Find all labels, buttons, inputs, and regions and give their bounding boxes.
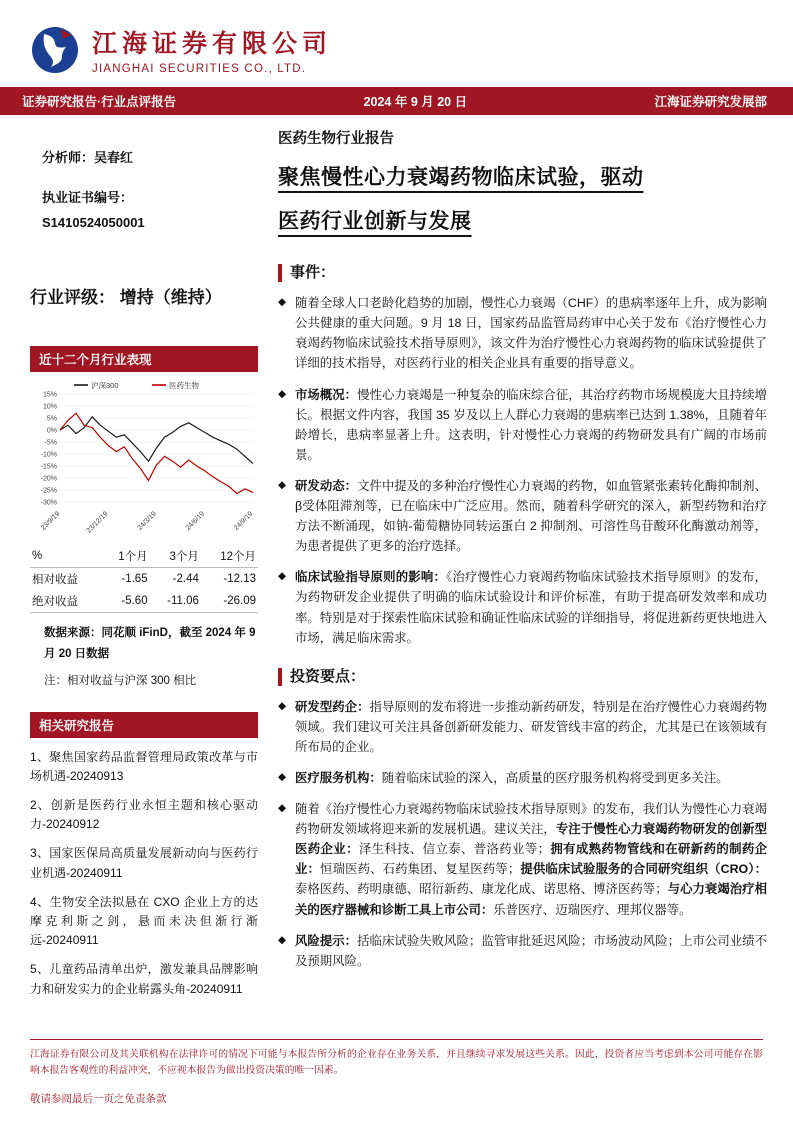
- chart-section-header: 近十二个月行业表现: [30, 346, 258, 372]
- bullet-text: 临床试验指导原则的影响：《治疗慢性心力衰竭药物临床试验技术指导原则》的发布，为药物研发企业提供了明确的临床试验设计和评价标准，有助于提高研发效率和成功率。特别是对于探索性临床试验和确证性临床试验的详细指导，将促进新药更快地进入市场，满足临床需求。: [295, 570, 767, 645]
- cert-number: S1410524050001: [42, 214, 145, 230]
- svg-text:医药生物: 医药生物: [169, 381, 199, 391]
- band-department: 江海证券研究发展部: [654, 95, 767, 109]
- svg-text:23/12/19: 23/12/19: [85, 510, 110, 536]
- investment-bullet: [278, 799, 767, 920]
- absolute-3m: -11.06: [150, 590, 201, 613]
- diamond-bullet-icon: ◆: [278, 770, 287, 783]
- relative-3m: -2.44: [172, 573, 199, 586]
- diamond-bullet-icon: ◆: [278, 699, 287, 712]
- report-kicker: 医药生物行业报告: [278, 131, 394, 147]
- table-row-relative: [30, 568, 258, 591]
- relative-12m: -12.13: [223, 573, 256, 586]
- svg-text:-10%: -10%: [40, 451, 57, 459]
- sidebar: [30, 119, 258, 999]
- performance-chart-svg: [30, 376, 258, 538]
- absolute-1m: -5.60: [102, 590, 150, 613]
- related-report-item[interactable]: 4、生物安全法拟悬在 CXO 企业上方的达摩克利斯之剑，悬而未决但渐行渐远-20240911: [30, 894, 258, 948]
- event-bullet: [278, 293, 767, 373]
- content-area: [0, 115, 793, 1095]
- footer-disclaimer: 江海证券有限公司及其关联机构在法律许可的情况下可能与本报告所分析的企业存在业务关系，并且继续寻求发展这些关系。因此，投资者应当考虑到本公司可能存在影响本报告客观性的利益冲突，不应视本报告为做出投资决策的唯一因素。: [30, 1048, 763, 1076]
- row-label: 相对收益: [32, 574, 78, 587]
- diamond-bullet-icon: ◆: [278, 387, 287, 400]
- report-header: [0, 0, 793, 87]
- company-name-cn: 江海证券有限公司: [92, 31, 333, 58]
- band-report-type: 证券研究报告·行业点评报告: [22, 95, 177, 109]
- footer-note: 敬请参阅最后一页之免责条款: [30, 1093, 167, 1105]
- performance-table: [30, 545, 258, 613]
- event-section-heading: 事件：: [278, 264, 767, 282]
- diamond-bullet-icon: ◆: [278, 802, 287, 815]
- report-type-band: [0, 87, 793, 115]
- bullet-text: 研发型药企：指导原则的发布将进一步推动新药研发，特别是在治疗慢性心力衰竭药物领域。我们建议可关注具备创新研发能力、研发管线丰富的药企，尤其是已在该领域有所布局的企业。: [295, 699, 767, 754]
- event-bullet: [278, 385, 767, 465]
- svg-text:-15%: -15%: [40, 463, 57, 471]
- absolute-12m: -26.09: [201, 590, 258, 613]
- svg-text:-5%: -5%: [44, 439, 57, 447]
- event-bullets: [278, 293, 767, 648]
- footer-divider: [30, 1039, 763, 1040]
- table-header-3m: 3个月: [150, 545, 201, 568]
- related-report-item[interactable]: 3、国家医保局高质量发展新动向与医药行业机遇-20240911: [30, 846, 258, 880]
- investment-section-heading: 投资要点：: [278, 668, 767, 686]
- svg-text:24/3/19: 24/3/19: [136, 510, 158, 533]
- related-report-item[interactable]: 1、聚焦国家药品监督管理局政策改革与市场机遇-20240913: [30, 749, 258, 783]
- table-row-absolute: [30, 590, 258, 613]
- event-bullet: [278, 476, 767, 556]
- table-header-row: [30, 545, 258, 568]
- table-header-12m: 12个月: [201, 545, 258, 568]
- page-footer: [0, 1031, 793, 1122]
- industry-rating: 行业评级： 增持（维持）: [30, 288, 222, 308]
- svg-text:24/9/19: 24/9/19: [232, 510, 255, 533]
- svg-text:5%: 5%: [46, 415, 57, 423]
- relative-return-note: 注：相对收益与沪深 300 相比: [44, 674, 197, 687]
- bullet-text: 风险提示：括临床试验失败风险；监管审批延迟风险；市场波动风险；上市公司业绩不及预期风险。: [295, 933, 767, 968]
- relative-1m: -1.65: [121, 573, 148, 586]
- bullet-text: 医疗服务机构：随着临床试验的深入，高质量的医疗服务机构将受到更多关注。: [295, 770, 729, 785]
- diamond-bullet-icon: ◆: [278, 570, 287, 583]
- table-header-1m: 1个月: [102, 545, 150, 568]
- main-column: [278, 119, 767, 999]
- investment-bullet: [278, 768, 767, 788]
- bullet-text: 市场概况：慢性心力衰竭是一种复杂的临床综合征，其治疗药物市场规模庞大且持续增长。根据文件内容，我国 35 岁及以上人群心力衰竭的患病率已达到 1.38%，且随着年龄增长，患病率显著上升。这表明，针对慢性心力衰竭的药物研发具有广阔的市场前景。: [295, 387, 767, 462]
- report-title: [278, 156, 767, 244]
- company-name-en: JIANGHAI SECURITIES CO., LTD.: [92, 63, 307, 75]
- company-logo-icon: [30, 25, 80, 75]
- investment-bullet: [278, 931, 767, 971]
- related-reports-list: [30, 748, 258, 999]
- svg-text:24/6/19: 24/6/19: [184, 510, 207, 533]
- event-bullet: [278, 567, 767, 647]
- svg-text:10%: 10%: [42, 403, 57, 411]
- svg-text:-30%: -30%: [40, 499, 57, 507]
- cert-label: 执业证书编号：: [42, 190, 134, 205]
- related-reports-header: 相关研究报告: [30, 712, 258, 738]
- diamond-bullet-icon: ◆: [278, 478, 287, 491]
- data-source-note: 数据来源：同花顺 iFinD，截至 2024 年 9 月 20 日数据: [44, 627, 256, 660]
- svg-text:0%: 0%: [46, 427, 57, 435]
- analyst-name: 分析师：吴春红: [42, 150, 134, 165]
- diamond-bullet-icon: ◆: [278, 933, 287, 946]
- industry-performance-chart: [30, 376, 258, 543]
- bullet-text: 随着《治疗慢性心力衰竭药物临床试验技术指导原则》的发布，我们认为慢性心力衰竭药物研发领域将迎来新的发展机遇。建议关注，专注于慢性心力衰竭药物研发的创新型医药企业：泽生科技、信立泰、普洛药业等；拥有成熟药物管线和在研新药的制药企业：恒瑞医药、石药集团、复星医药等；提供临床试验服务的合同研究组织（CRO）：泰格医药、药明康德、昭衍新药、康龙化成、诺思格、博济医药等；与心力衰竭治疗相关的医疗器械和诊断工具上市公司：乐普医疗、迈瑞医疗、理邦仪器等。: [295, 802, 768, 917]
- analyst-cert: [30, 186, 258, 235]
- svg-text:-25%: -25%: [40, 487, 57, 495]
- company-names: [92, 24, 332, 75]
- related-report-item[interactable]: 2、创新是医药行业永恒主题和核心驱动力-20240912: [30, 798, 258, 832]
- band-date: 2024 年 9 月 20 日: [363, 95, 468, 109]
- svg-text:-20%: -20%: [40, 475, 57, 483]
- row-label: 绝对收益: [30, 590, 102, 613]
- svg-text:沪深300: 沪深300: [91, 381, 119, 391]
- svg-text:15%: 15%: [42, 391, 57, 399]
- svg-text:23/9/19: 23/9/19: [39, 510, 62, 533]
- title-line-1: 聚焦慢性心力衰竭药物临床试验，驱动: [278, 166, 644, 189]
- investment-bullet: [278, 697, 767, 757]
- bullet-text: 研发动态：文件中提及的多种治疗慢性心力衰竭的药物，如血管紧张素转化酶抑制剂、β受体阻滞剂等，已在临床中广泛应用。然而，随着科学研究的深入，新型药物和治疗方法不断涌现，如钠-葡萄糖协同转运蛋白 2 抑制剂、可溶性鸟苷酸环化酶激动剂等，为患者提供了更多的治疗选择。: [295, 478, 767, 554]
- table-header-unit: %: [30, 545, 102, 568]
- investment-bullets: [278, 697, 767, 971]
- related-report-item[interactable]: 5、儿童药品清单出炉，激发兼具品牌影响力和研发实力的企业崭露头角-20240911: [30, 962, 258, 996]
- diamond-bullet-icon: ◆: [278, 296, 287, 309]
- title-line-2: 医药行业创新与发展: [278, 210, 472, 234]
- bullet-text: 随着全球人口老龄化趋势的加剧，慢性心力衰竭（CHF）的患病率逐年上升，成为影响公共健康的重大问题。9 月 18 日，国家药品监管局药审中心关于发布《治疗慢性心力衰竭药物临床试验技术指导原则》，该文件为治疗慢性心力衰竭药物的临床试验提供了详细的技术指导，对医药行业的相关企业具有重要的指导意义。: [295, 296, 767, 371]
